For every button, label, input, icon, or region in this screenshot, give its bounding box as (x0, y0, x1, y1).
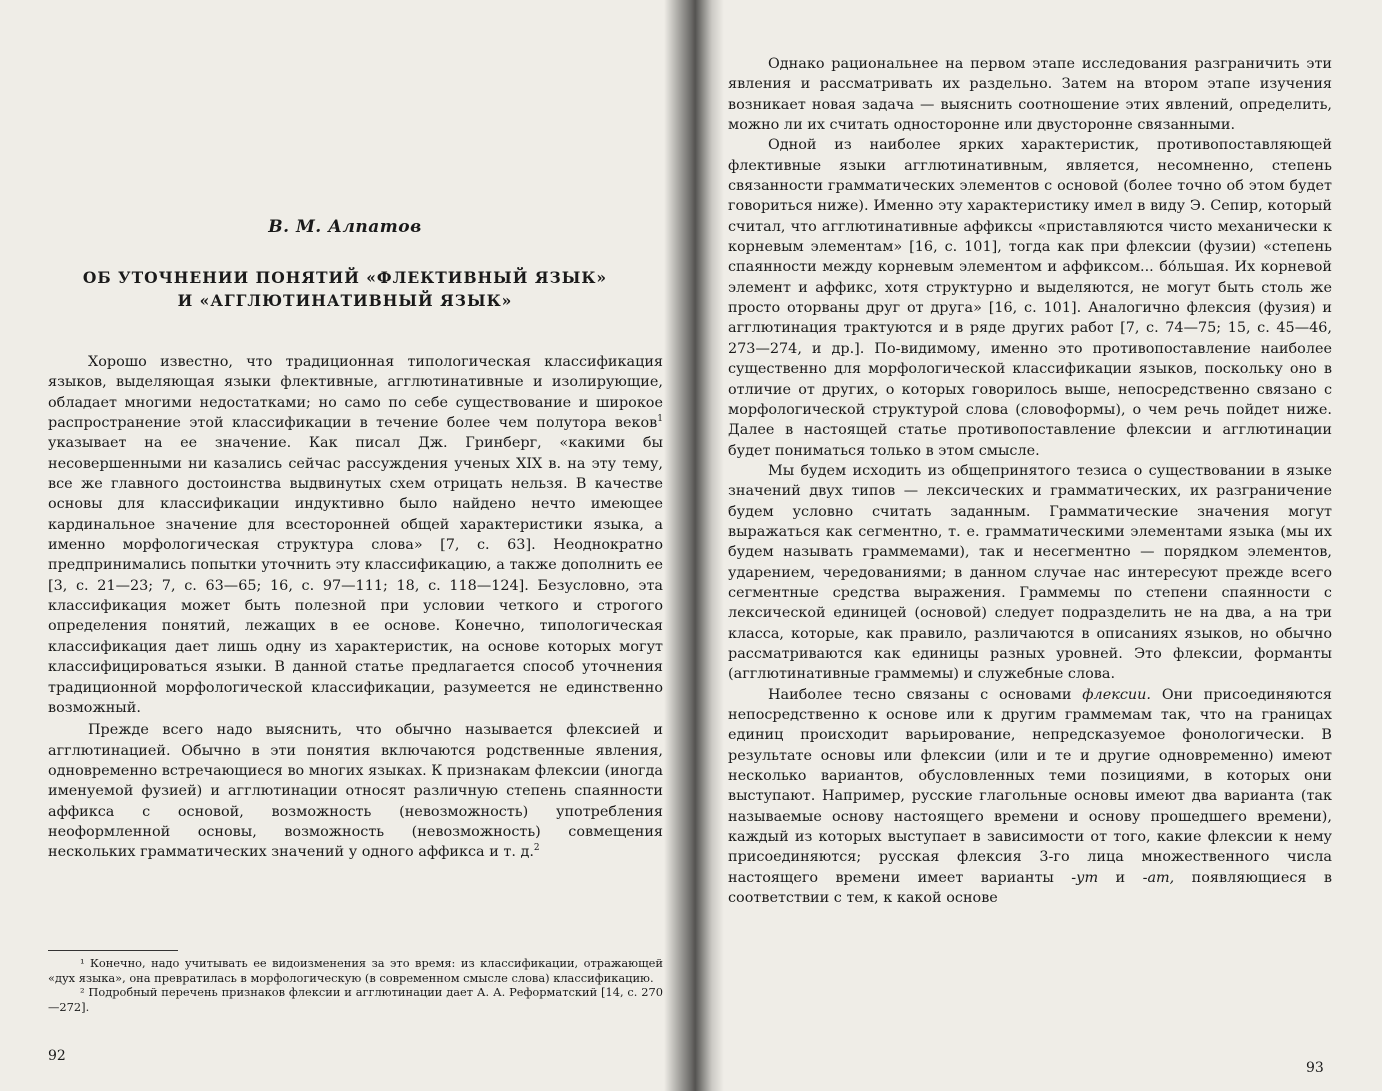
footnote-divider (48, 950, 178, 951)
footnote-1: ¹ Конечно, надо учитывать ее видоизменения за это время: из классификации, отражающей «дух языка», она превратилась в морфологическую (в современном смысле слова) классификацию. (48, 956, 663, 985)
left-body-text (48, 352, 663, 863)
emphasis-term: флексии. (1082, 686, 1152, 703)
article-title (0, 266, 690, 312)
paragraph: Наиболее тесно связаны с основами флексии. Они присоединяются непосредственно к основе или к другим граммемам так, что на границах единиц происходит варьирование, непредсказуемое фонологически. В результате основы или флексии (или и те и другие одновременно) имеют несколько вариантов, обусловленных теми позициями, в которых они выступают. Например, русские глагольные основы имеют два варианта (так называемые основу настоящего времени и основу прошедшего времени), каждый из которых выступает в зависимости от того, какие флексии к нему присоединяются; русская флексия 3-го лица множественного числа настоящего времени имеет варианты -ут и -ат, появляющиеся в соответствии с тем, к какой основе (728, 686, 1333, 907)
title-line-2: И «АГГЛЮТИНАТИВНЫЙ ЯЗЫК» (177, 291, 513, 310)
title-line-1: ОБ УТОЧНЕНИИ ПОНЯТИЙ «ФЛЕКТИВНЫЙ ЯЗЫК» (82, 268, 608, 287)
page-number-left: 92 (48, 1048, 66, 1064)
paragraph: Одной из наиболее ярких характеристик, противопоставляющей флективные языки агглютинативным, является, несомненно, степень связанности грамматических элементов с основой (более точно об этом будет говориться ниже). Именно эту характеристику имел в виду Э. Сепир, который считал, что агглютинативные аффиксы «приставляются чисто механически к корневым элементам» [16, с. 101], тогда как при флексии (фузии) «степень спаянности между корневым элементом и аффиксом... бо́льшая. Их корневой элемент и аффикс, хотя структурно и выделяются, не могут быть столь же просто оторваны друг от друга» [16, с. 101]. Аналогично флексия (фузия) и агглютинация трактуются и в ряде других работ [7, с. 74—75; 15, с. 45—46, 273—274, и др.]. По-видимому, именно это противопоставление наиболее существенно для морфологической классификации языков, поскольку оно в отличие от других, о которых говорилось выше, непосредственно связано с морфологической структурой слова (словоформы), о чем речь пойдет ниже. Далее в настоящей статье противопоставление флексии и агглютинации будет пониматься только в этом смысле. (728, 137, 1332, 459)
emphasis-suffix: -ут (1071, 869, 1099, 886)
footnote-ref-2: 2 (533, 843, 540, 854)
footnote-2: ² Подробный перечень признаков флексии и агглютинации дает А. А. Реформатский [14, с. 270—272]. (48, 985, 663, 1014)
paragraph: Хорошо известно, что традиционная типологическая классификация языков, выделяющая языки флективные, агглютинативные и изолирующие, обладает многими недостатками; но само по себе существование и широкое распространение этой классификации в течение более чем полутора веков$^1$ указывает на ее значение. Как писал Дж. Гринберг, «какими бы несовершенными ни казались сейчас рассуждения ученых XIX в. на эту тему, все же главного достоинства выдвинутых схем отрицать нельзя. В качестве основы для классификации индуктивно было найдено нечто имеющее кардинальное значение для всесторонней общей характеристики языка, а именно морфологическая структура слова» [7, с. 63]. Неоднократно предпринимались попытки уточнить эту классификацию, а также дополнить ее [3, с. 21—23; 7, с. 63—65; 16, с. 97—111; 18, с. 118—124]. Безусловно, эта классификация может быть полезной при условии четкого и строгого определения понятий, лежащих в ее основе. Конечно, типологическая классификация дает лишь одну из характеристик, на основе которых могут классифицироваться языки. В данной статье предлагается способ уточнения традиционной морфологической классификации, разумеется не единственно возможный. (48, 354, 663, 716)
author-name: В. М. Алпатов (268, 217, 422, 237)
footnotes (48, 956, 663, 1014)
page-number-right: 93 (1306, 1060, 1324, 1076)
footnote-ref-1: 1 (657, 414, 663, 425)
left-page (0, 0, 690, 1091)
book-gutter-shadow (664, 0, 724, 1091)
emphasis-suffix: -ат, (1142, 869, 1175, 886)
paragraph: Прежде всего надо выяснить, что обычно называется флексией и агглютинацией. Обычно в эти понятия включаются родственные явления, одновременно встречающиеся во многих языках. К признакам флексии (иногда именуемой фузией) и агглютинации относят различную степень спаянности аффикса с основой, возможность (невозможность) употребления неоформленной основы, возможность (невозможность) совмещения нескольких грамматических значений у одного аффикса и т. д.$^2$ (48, 722, 663, 861)
paragraph: Однако рациональнее на первом этапе исследования разграничить эти явления и рассматривать их раздельно. Затем на втором этапе изучения возникает новая задача — выяснить соотношение этих явлений, определить, можно ли их считать односторонне или двусторонне связанными. (728, 56, 1332, 134)
paragraph: Мы будем исходить из общепринятого тезиса о существовании в языке значений двух типов — лексических и грамматических, их разграничение будем условно считать заданным. Грамматические значения могут выражаться как сегментно, т. е. грамматическими элементами языка (мы их будем называть граммемами), так и несегментно — порядком элементов, ударением, чередованиями; в данном случае нас интересуют прежде всего сегментные средства выражения. Граммемы по степени спаянности с лексической единицей (основой) следует подразделить не на два, а на три класса, которые, как правило, различаются в описаниях языков, но обычно рассматриваются как единицы разных уровней. Это флексии, форманты (агглютинативные граммемы) и служебные слова. (728, 462, 1332, 683)
right-body-text (728, 54, 1332, 908)
